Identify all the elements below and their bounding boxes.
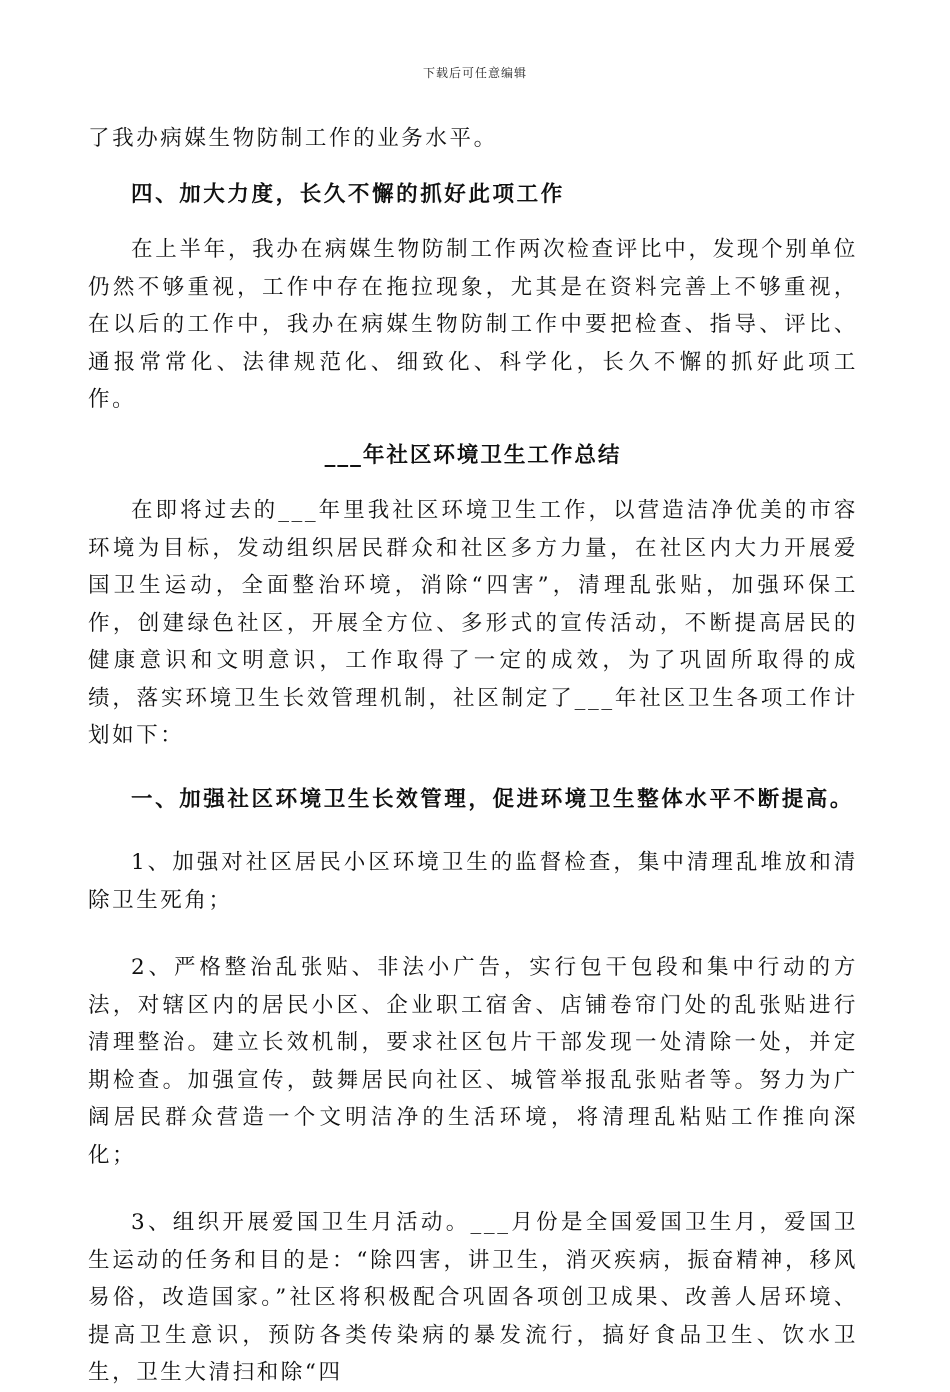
page-header: 下载后可任意编辑: [422, 66, 527, 80]
document-body: [88, 120, 858, 1392]
list-item-3: 3、组织开展爱国卫生月活动。___月份是全国爱国卫生月，爱国卫生运动的任务和目的是：“除四害，讲卫生，消灭疾病，振奋精神，移风易俗，改造国家。”社区将积极配合巩固各项创卫成果、改善人居环境、提高卫生意识，预防各类传染病的暴发流行，搞好食品卫生、饮水卫生，卫生大清扫和除“四: [88, 1210, 858, 1385]
section-heading-four: 四、加大力度，长久不懈的抓好此项工作: [131, 181, 565, 207]
paragraph-first-half-review: 在上半年，我办在病媒生物防制工作两次检查评比中，发现个别单位仍然不够重视，工作中存在拖拉现象，尤其是在资料完善上不够重视，在以后的工作中，我办在病媒生物防制工作中要把检查、指导、评比、通报常常化、法律规范化、细致化、科学化，长久不懈的抓好此项工作。: [88, 237, 858, 412]
list-item-1: 1、加强对社区居民小区环境卫生的监督检查，集中清理乱堆放和清除卫生死角；: [88, 850, 858, 913]
paragraph-continuation: 了我办病媒生物防制工作的业务水平。: [88, 126, 498, 151]
document-title: ___年社区环境卫生工作总结: [324, 442, 622, 468]
paragraph-intro: 在即将过去的___年里我社区环境卫生工作，以营造洁净优美的市容环境为目标，发动组织居民群众和社区多方力量，在社区内大力开展爱国卫生运动，全面整治环境，消除“四害”，清理乱张贴，加强环保工作，创建绿色社区，开展全方位、多形式的宣传活动，不断提高居民的健康意识和文明意识，工作取得了一定的成效，为了巩固所取得的成绩，落实环境卫生长效管理机制，社区制定了___年社区卫生各项工作计划如下：: [88, 498, 858, 748]
list-item-2: 2、严格整治乱张贴、非法小广告，实行包干包段和集中行动的方法，对辖区内的居民小区、企业职工宿舍、店铺卷帘门处的乱张贴进行清理整治。建立长效机制，要求社区包片干部发现一处清除一处，并定期检查。加强宣传，鼓舞居民向社区、城管举报乱张贴者等。努力为广阔居民群众营造一个文明洁净的生活环境，将清理乱粘贴工作推向深化；: [88, 955, 858, 1168]
section-heading-one: 一、加强社区环境卫生长效管理，促进环境卫生整体水平不断提高。: [131, 786, 855, 812]
